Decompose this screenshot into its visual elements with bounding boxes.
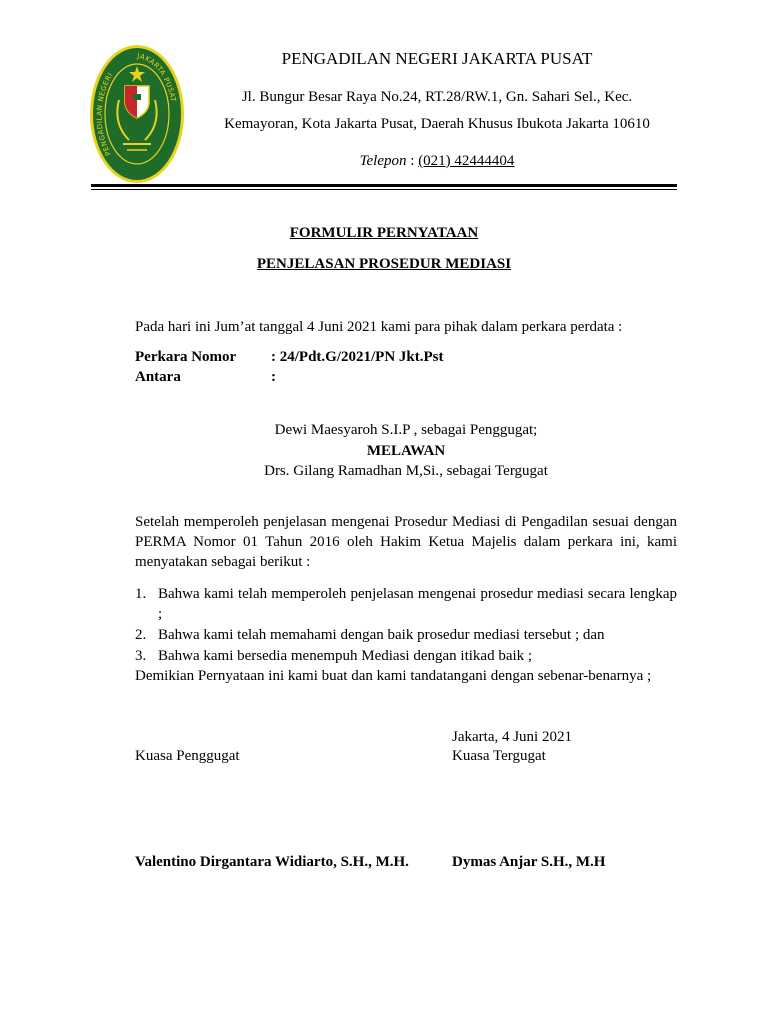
list-number: 2. <box>135 627 147 643</box>
case-number-value: : 24/Pdt.G/2021/PN Jkt.Pst <box>271 349 444 365</box>
header-rule-thin <box>91 189 677 190</box>
closing-statement: Demikian Pernyataan ini kami buat dan kami tandatangani dengan sebenar-benarnya ; <box>135 668 652 684</box>
svg-text:JAKARTA PUSAT: JAKARTA PUSAT <box>136 52 178 103</box>
statement-body: Setelah memperoleh penjelasan mengenai Prosedur Mediasi di Pengadilan sesuai dengan PERMA Nomor 01 Tahun 2016 oleh Hakim Ketua Majelis dalam perkara ini, kami menyatakan sebagai berikut : <box>135 514 677 570</box>
phone-number: (021) 42444404 <box>418 153 515 169</box>
right-signatory-name: Dymas Anjar S.H., M.H <box>452 854 606 870</box>
address-line-1: Jl. Bungur Besar Raya No.24, RT.28/RW.1, Gn. Sahari Sel., Kec. <box>241 89 633 105</box>
form-title: FORMULIR PERNYATAAN <box>289 225 479 241</box>
list-item: Bahwa kami telah memperoleh penjelasan mengenai prosedur mediasi secara lengkap ; <box>158 586 677 622</box>
svg-text:PENGADILAN NEGERI: PENGADILAN NEGERI <box>95 71 115 157</box>
list-item: Bahwa kami telah memahami dengan baik prosedur mediasi tersebut ; dan <box>158 627 605 643</box>
address-line-2: Kemayoran, Kota Jakarta Pusat, Daerah Khusus Ibukota Jakarta 10610 <box>224 116 650 132</box>
phone-separator: : <box>406 153 419 169</box>
case-number-label: Perkara Nomor <box>135 349 237 365</box>
intro-text: Pada hari ini Jum’at tanggal 4 Juni 2021 kami para pihak dalam perkara perdata : <box>135 319 623 335</box>
court-name: PENGADILAN NEGERI JAKARTA PUSAT <box>281 49 593 68</box>
header-rule-thick <box>91 184 677 187</box>
phone-line <box>185 153 689 170</box>
left-signatory-role: Kuasa Penggugat <box>135 748 240 764</box>
defendant: Drs. Gilang Ramadhan M,Si., sebagai Tergugat <box>264 463 548 479</box>
left-signatory-name: Valentino Dirgantara Widiarto, S.H., M.H. <box>135 854 409 870</box>
list-number: 3. <box>135 648 147 664</box>
between-label: Antara <box>135 369 181 385</box>
phone-label: Telepon <box>359 153 407 169</box>
form-subtitle: PENJELASAN PROSEDUR MEDIASI <box>256 256 512 272</box>
plaintiff: Dewi Maesyaroh S.I.P , sebagai Penggugat; <box>274 422 538 438</box>
between-value: : <box>271 369 276 385</box>
list-item: Bahwa kami bersedia menempuh Mediasi dengan itikad baik ; <box>158 648 533 664</box>
place-date: Jakarta, 4 Juni 2021 <box>452 729 572 745</box>
versus-label: MELAWAN <box>366 443 446 459</box>
court-logo <box>89 44 185 184</box>
right-signatory-role: Kuasa Tergugat <box>452 748 546 764</box>
list-number: 1. <box>135 586 147 602</box>
